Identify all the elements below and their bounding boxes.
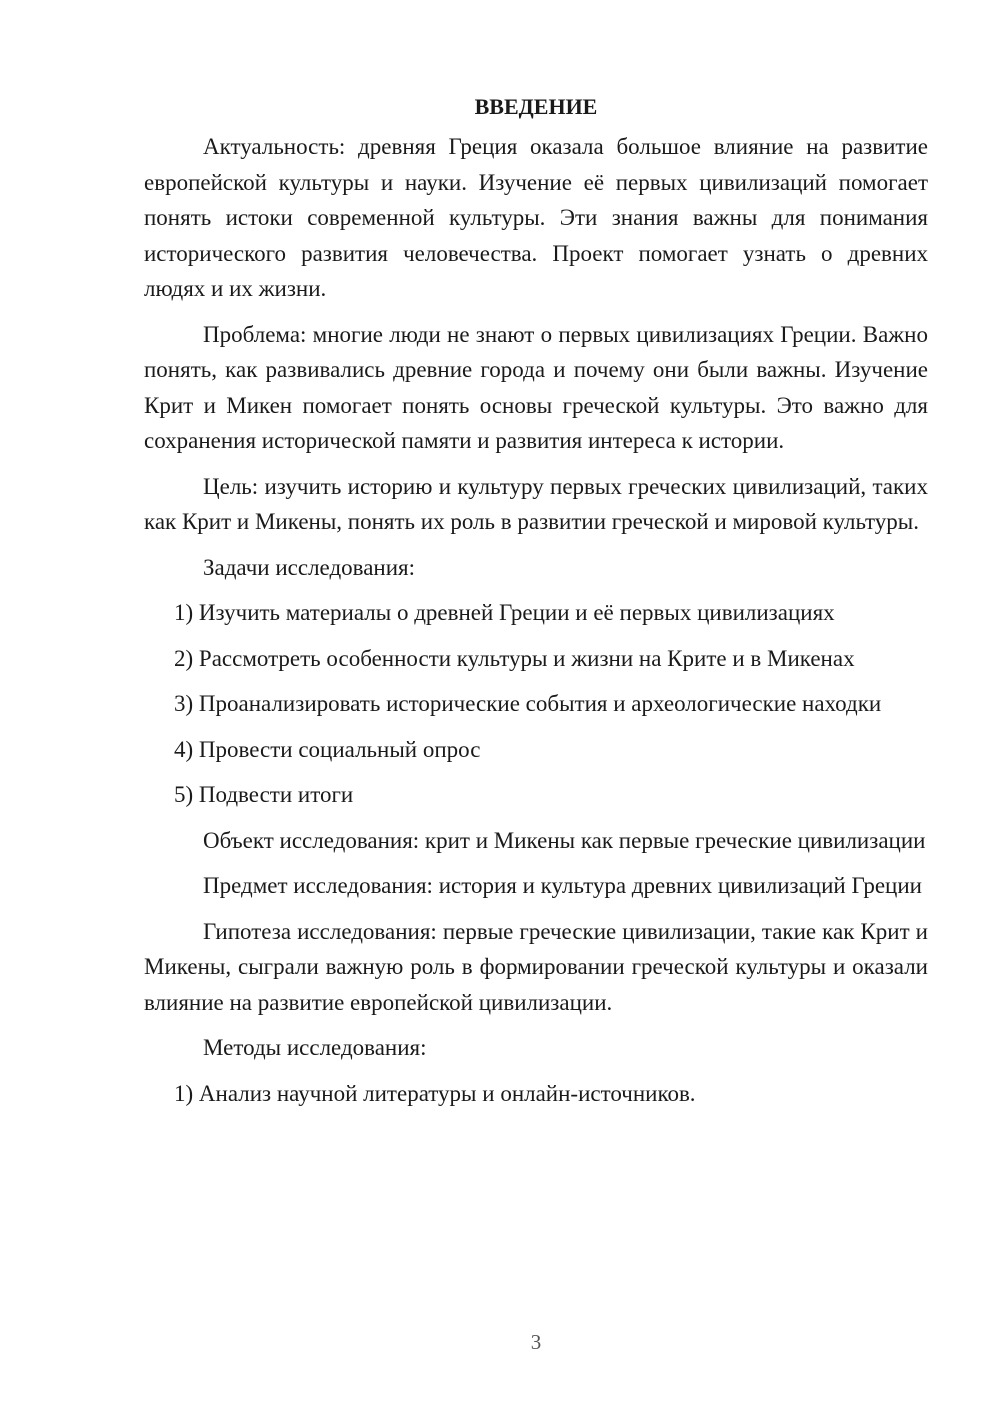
object-paragraph: Объект исследования: крит и Микены как первые греческие цивилизации (203, 827, 926, 853)
methods-heading: Методы исследования: (203, 1035, 427, 1060)
subject-paragraph: Предмет исследования: история и культура древних цивилизаций Греции (203, 873, 922, 898)
task-item: 2) Рассмотреть особенности культуры и жизни на Крите и в Микенах (174, 645, 855, 671)
page-number: 3 (530, 1330, 542, 1354)
page-title: ВВЕДЕНИЕ (474, 94, 598, 119)
hypothesis-paragraph: Гипотеза исследования: первые греческие цивилизации, такие как Крит и Микены, сыграли важную роль в формировании греческой культуры и оказали влияние на развитие европейской цивилизации. (144, 918, 928, 1015)
task-item: 5) Подвести итоги (174, 782, 354, 807)
problem-paragraph: Проблема: многие люди не знают о первых цивилизациях Греции. Важно понять, как развивались древние города и почему они были важны. Изучение Крит и Микен помогает понять основы греческой культуры. Это важно для сохранения исторической памяти и развития интереса к истории. (144, 321, 928, 453)
goal-paragraph: Цель: изучить историю и культуру первых греческих цивилизаций, таких как Крит и Микены, понять их роль в развитии греческой и мировой культуры. (144, 473, 928, 534)
method-item: 1) Анализ научной литературы и онлайн-источников. (174, 1080, 696, 1106)
task-item: 3) Проанализировать исторические события и археологические находки (174, 691, 882, 716)
task-item: 4) Провести социальный опрос (174, 736, 481, 762)
task-item: 1) Изучить материалы о древней Греции и её первых цивилизациях (174, 600, 835, 625)
document-page (144, 92, 928, 1121)
relevance-paragraph: Актуальность: древняя Греция оказала большое влияние на развитие европейской культуры и науки. Изучение её первых цивилизаций помогает понять истоки современной культуры. Эти знания важны для понимания исторического развития человечества. Проект помогает узнать о древних людях и их жизни. (144, 134, 928, 301)
tasks-heading: Задачи исследования: (203, 554, 416, 580)
